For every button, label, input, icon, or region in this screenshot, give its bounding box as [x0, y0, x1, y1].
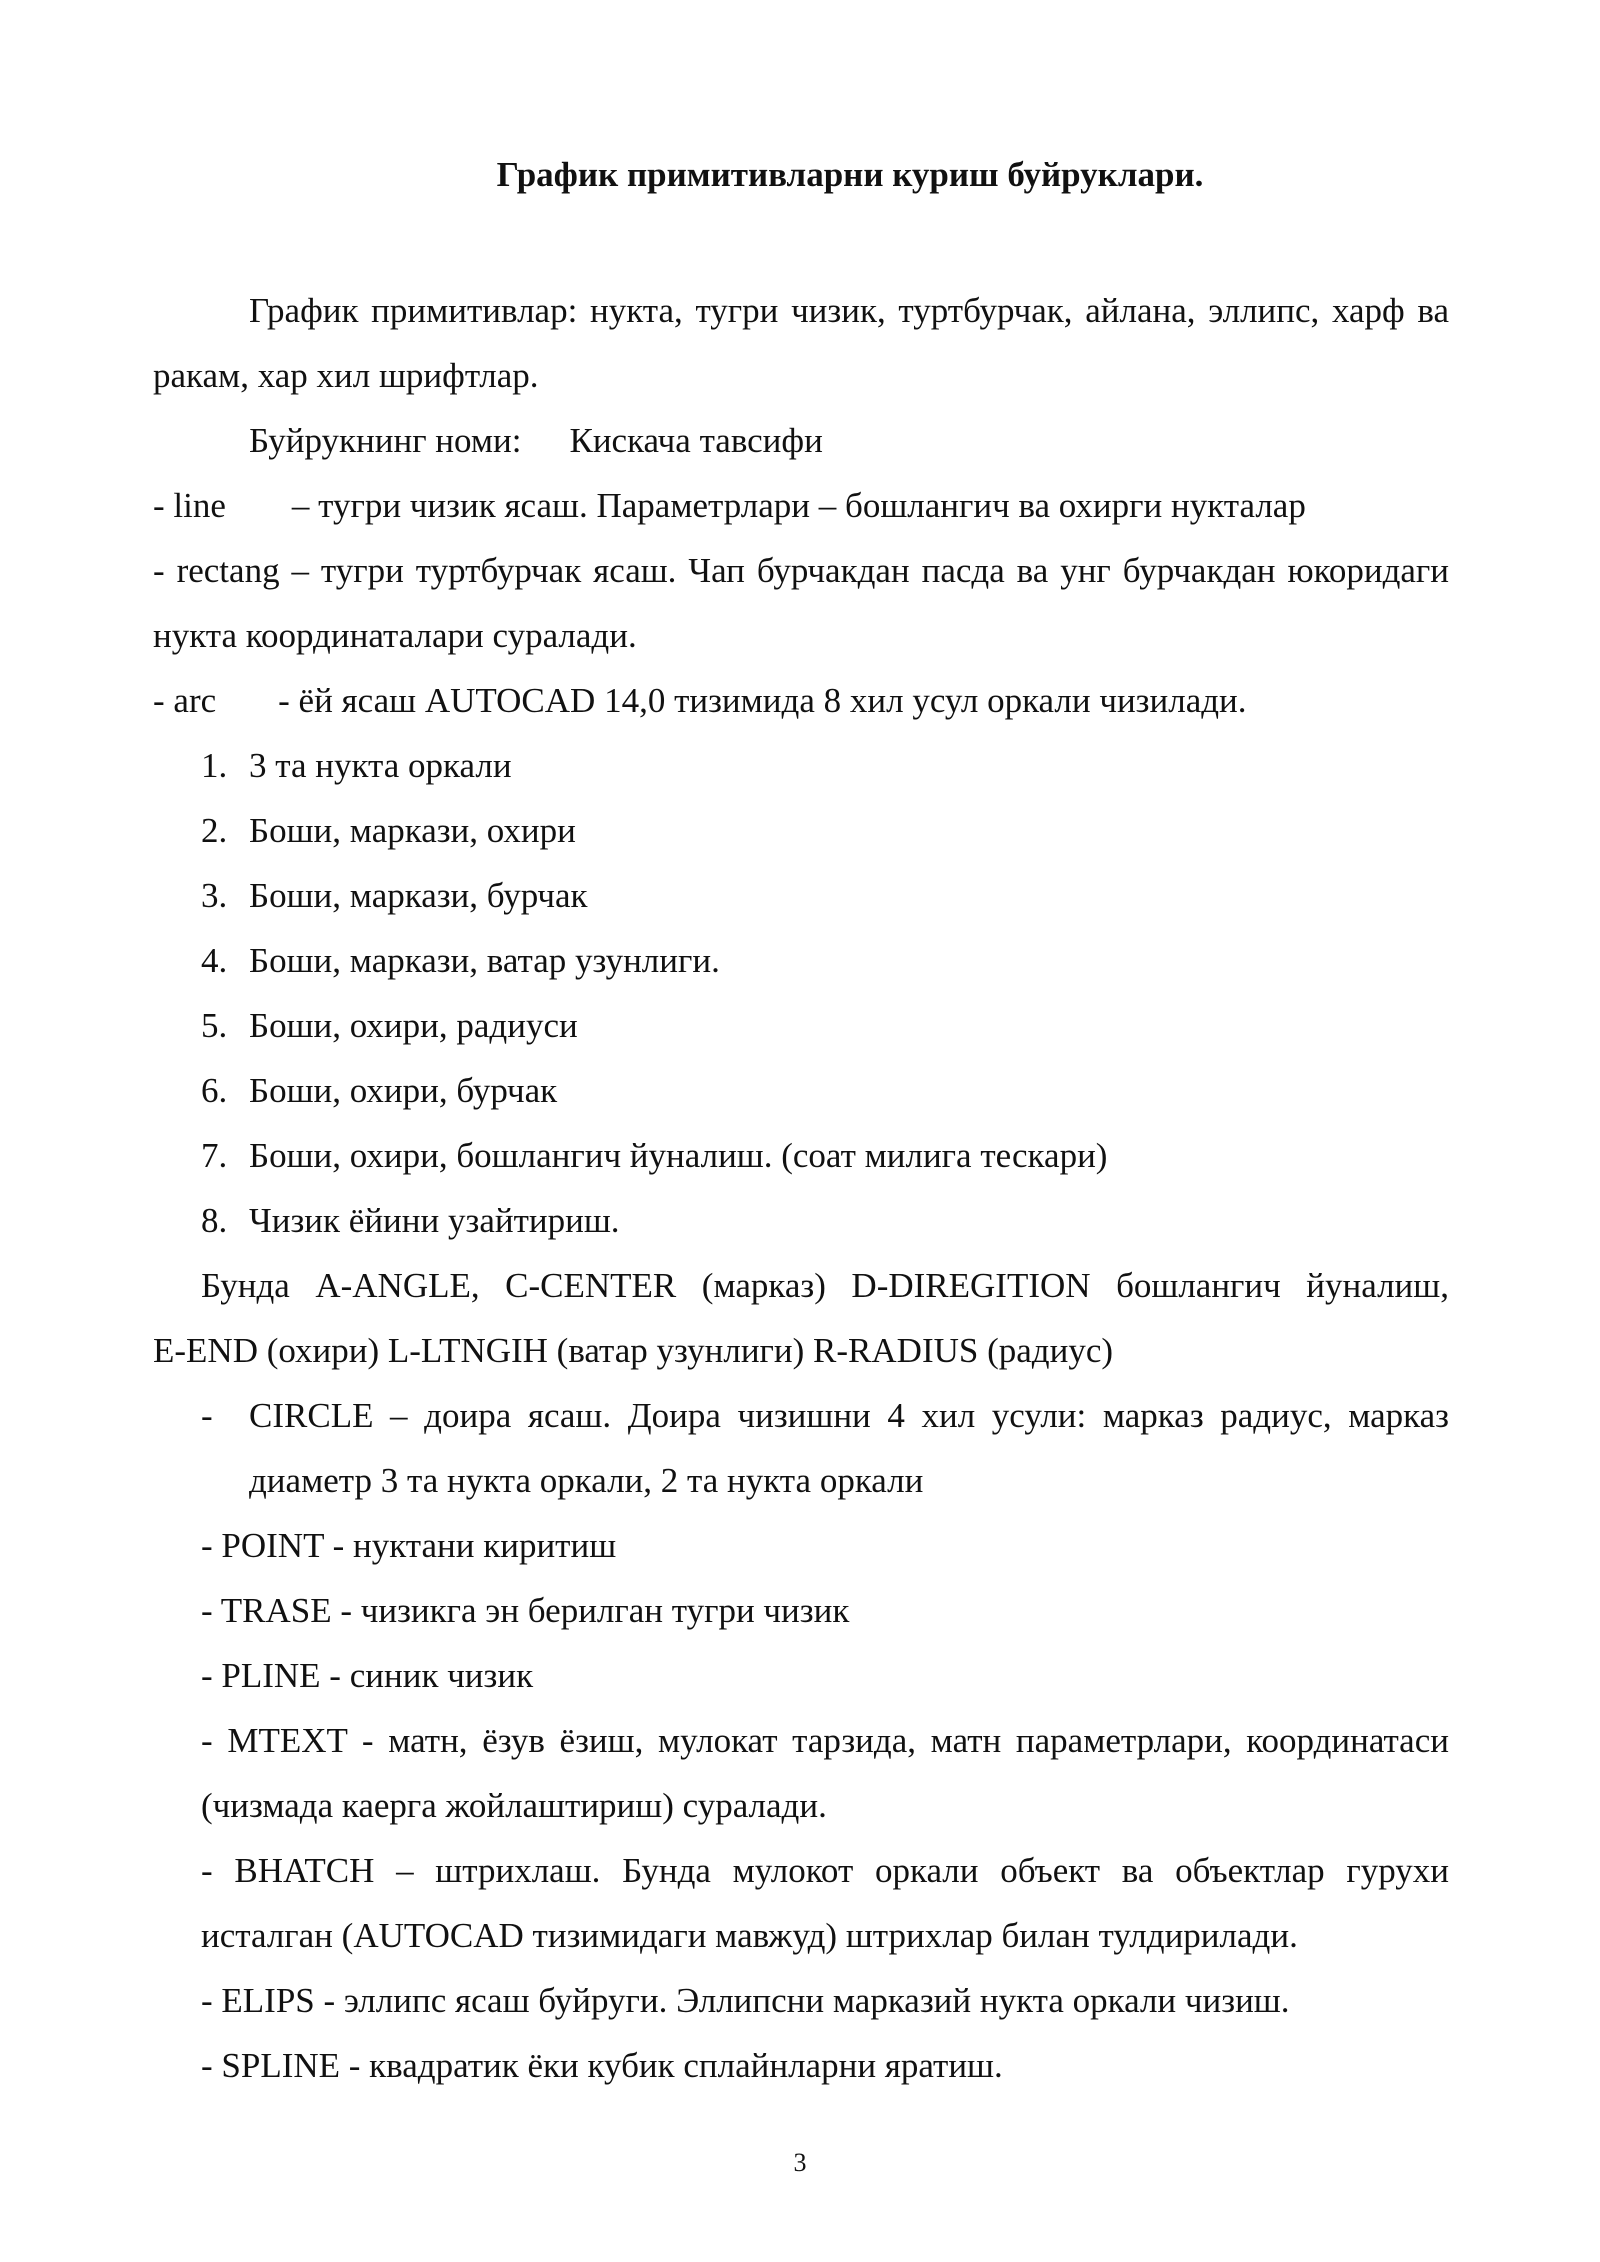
- list-item-number: 6.: [201, 1071, 228, 1110]
- document-body: [153, 278, 1449, 2098]
- page-title: График примитивларни куриш буйруклари.: [496, 155, 1204, 194]
- command-arc-name: - arc: [153, 681, 217, 720]
- command-line-description: – тугри чизик ясаш. Параметрлари – бошлангич ва охирги нукталар: [291, 486, 1306, 525]
- abbreviations-line-1: Бунда A-ANGLE, C-CENTER (марказ) D-DIREGITION бошлангич йуналиш,: [201, 1266, 1449, 1305]
- command-arc-row: [153, 668, 1449, 733]
- command-mtext-paragraph: - MTEXT - матн, ёзув ёзиш, мулокат тарзида, матн параметрлари, координатаси (чизмада каерга жойлаштириш) суралади.: [201, 1721, 1449, 1825]
- command-line-row: [153, 473, 1449, 538]
- command-elips-row: - ELIPS - эллипс ясаш буйруги. Эллипсни марказий нукта оркали чизиш.: [201, 1981, 1290, 2020]
- list-item-number: 2.: [201, 811, 228, 850]
- list-item: [153, 1123, 1449, 1188]
- list-item-text: Боши, охири, бошлангич йуналиш. (соат милига тескари): [249, 1136, 1108, 1175]
- page-number: 3: [793, 2148, 807, 2177]
- intro-paragraph: График примитивлар: нукта, тугри чизик, туртбурчак, айлана, эллипс, харф ва ракам, хар хил шрифтлар.: [153, 291, 1449, 395]
- list-item-number: 4.: [201, 941, 228, 980]
- list-item-text: 3 та нукта оркали: [249, 746, 512, 785]
- circle-text: CIRCLE – доира ясаш. Доира чизишни 4 хил усули: марказ радиус, марказ диаметр 3 та нукта оркали, 2 та нукта оркали: [249, 1396, 1449, 1500]
- command-trase-row: - TRASE - чизикга эн берилган тугри чизик: [201, 1591, 850, 1630]
- command-spline-row: - SPLINE - квадратик ёки кубик сплайнларни яратиш.: [201, 2046, 1003, 2085]
- list-item-number: 7.: [201, 1136, 228, 1175]
- list-item: [153, 733, 1449, 798]
- header-short-description: Кискача тавсифи: [569, 421, 823, 460]
- list-item: [153, 1058, 1449, 1123]
- command-pline-row: - PLINE - синик чизик: [201, 1656, 534, 1695]
- command-circle-paragraph: [153, 1383, 1449, 1513]
- arc-methods-list: [153, 733, 1449, 1253]
- list-item-text: Боши, охири, бурчак: [249, 1071, 558, 1110]
- command-bhatch-paragraph: - BHATCH – штрихлаш. Бунда мулокот оркали объект ва объектлар гурухи исталган (AUTOCAD тизимидаги мавжуд) штрихлар билан тулдирилади.: [201, 1851, 1449, 1955]
- list-item: [153, 928, 1449, 993]
- header-command-name: Буйрукнинг номи:: [249, 421, 522, 460]
- list-item-number: 5.: [201, 1006, 228, 1045]
- abbreviations-line-2: E-END (охири) L-LTNGIH (ватар узунлиги) R-RADIUS (радиус): [153, 1331, 1114, 1370]
- list-item-text: Боши, охири, радиуси: [249, 1006, 578, 1045]
- list-item-text: Боши, маркази, бурчак: [249, 876, 588, 915]
- list-item-number: 1.: [201, 746, 228, 785]
- table-header-row: [153, 408, 1449, 473]
- command-point-row: - POINT - нуктани киритиш: [201, 1526, 617, 1565]
- list-item-text: Боши, маркази, охири: [249, 811, 576, 850]
- list-item: [153, 863, 1449, 928]
- list-item-number: 3.: [201, 876, 228, 915]
- list-item: [153, 798, 1449, 863]
- list-item: [153, 1188, 1449, 1253]
- circle-dash: -: [201, 1396, 213, 1435]
- list-item: [153, 993, 1449, 1058]
- command-line-name: - line: [153, 486, 226, 525]
- list-item-text: Чизик ёйини узайтириш.: [249, 1201, 620, 1240]
- command-arc-description: - ёй ясаш AUTOCAD 14,0 тизимида 8 хил усул оркали чизилади.: [278, 681, 1247, 720]
- command-rectang-paragraph: - rectang – тугри туртбурчак ясаш. Чап бурчакдан пасда ва унг бурчакдан юкоридаги нукта координаталари суралади.: [153, 551, 1449, 655]
- list-item-text: Боши, маркази, ватар узунлиги.: [249, 941, 720, 980]
- list-item-number: 8.: [201, 1201, 228, 1240]
